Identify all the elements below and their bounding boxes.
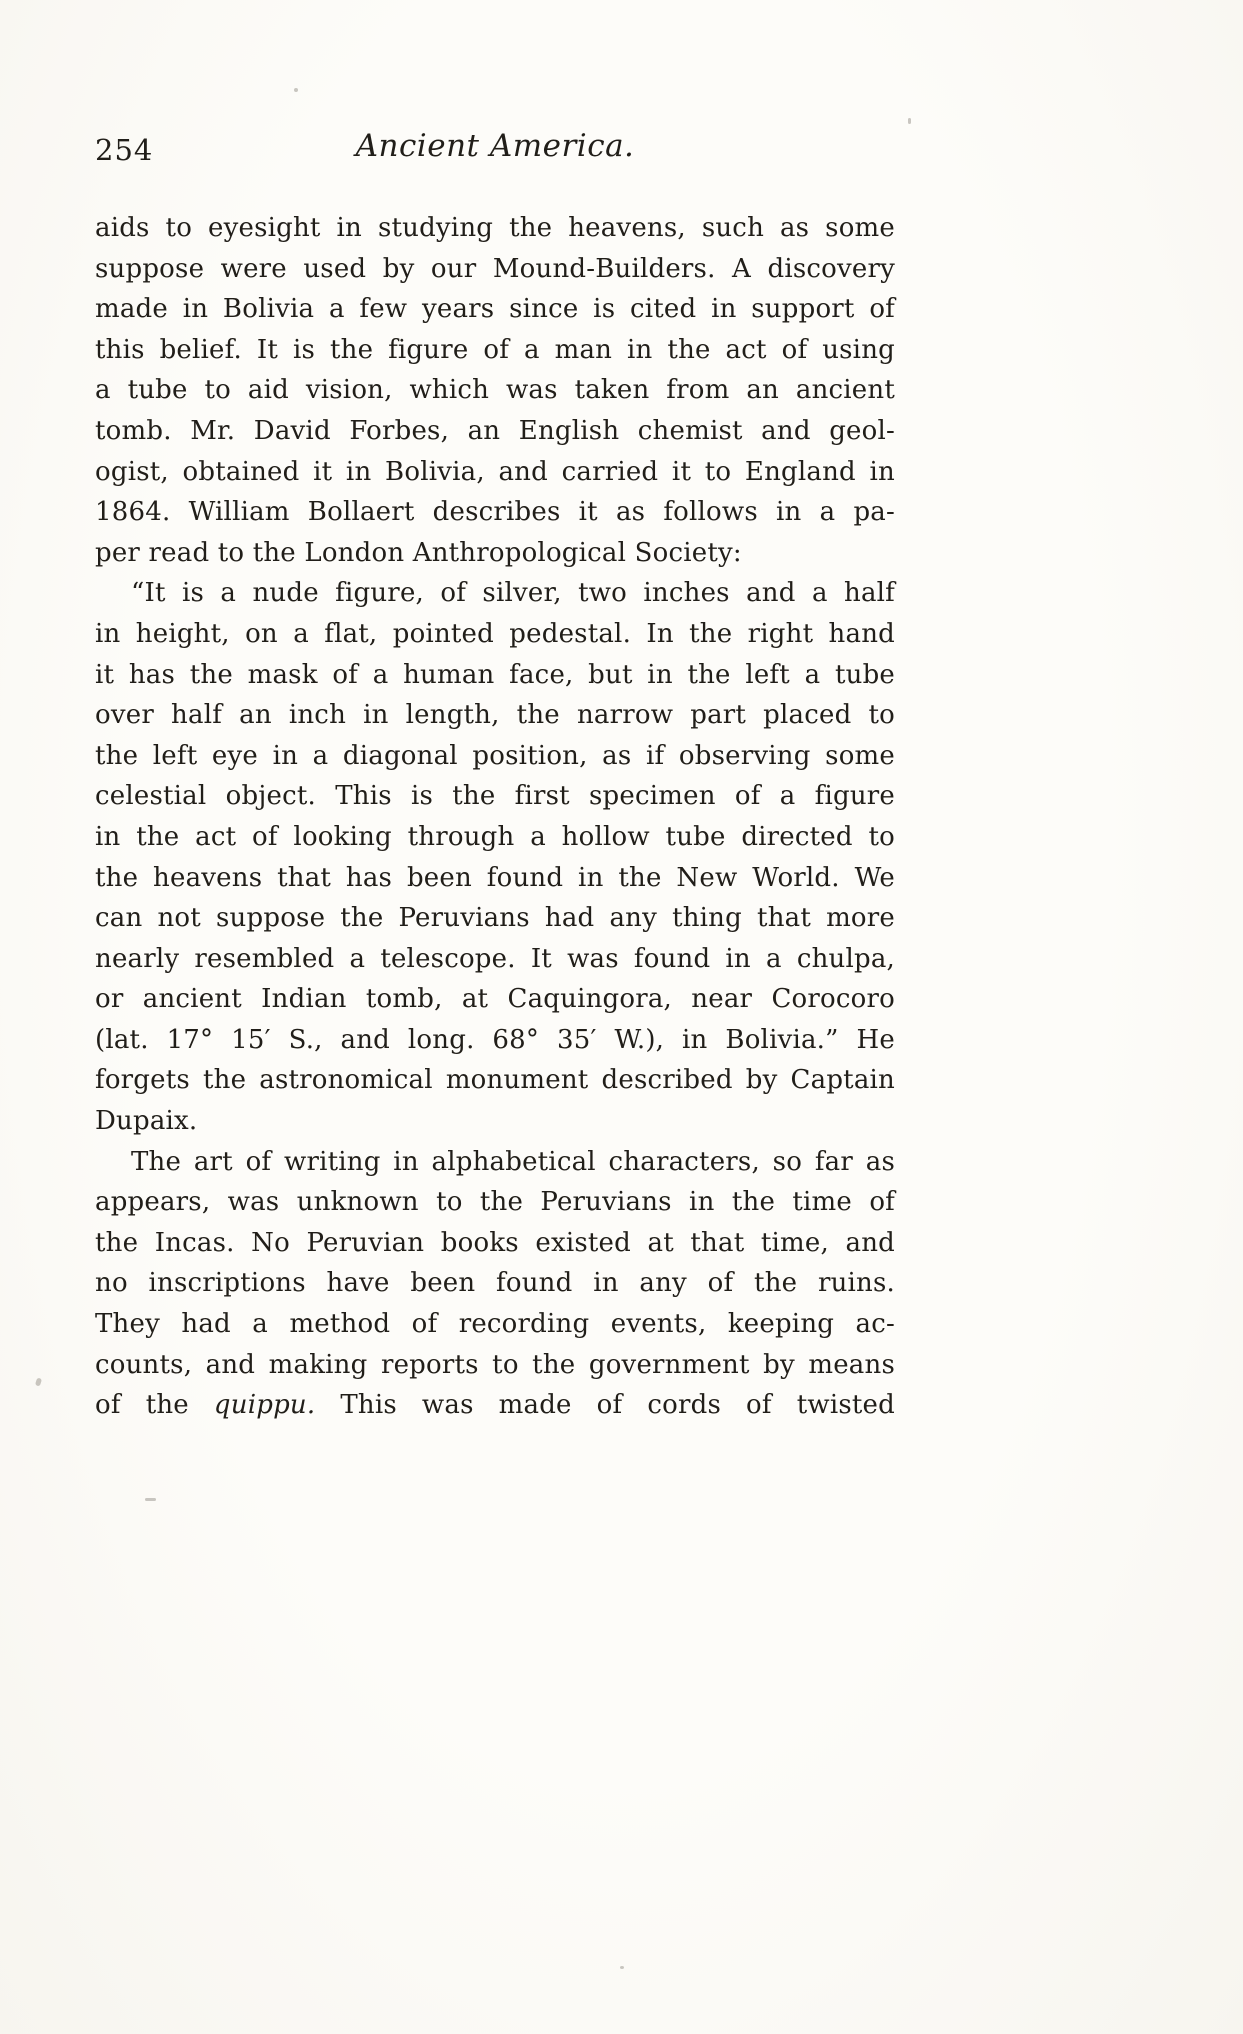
text-line: this belief. It is the figure of a man in the act of using — [95, 334, 895, 365]
italic-term: quippu. — [213, 1390, 316, 1421]
text-line: no inscriptions have been found in any of the ruins. — [95, 1268, 895, 1299]
text-line: ogist, obtained it in Bolivia, and carried it to England in — [95, 456, 895, 487]
text-line: or ancient Indian tomb, at Caquingora, near Corocoro — [95, 984, 895, 1015]
text-line: suppose were used by our Mound-Builders. A discovery — [95, 253, 895, 284]
text-line: celestial object. This is the first specimen of a figure — [95, 781, 895, 812]
text-line: made in Bolivia a few years since is cited in support of — [95, 294, 895, 325]
scan-speck — [35, 1377, 42, 1386]
text-line: in height, on a flat, pointed pedestal. In the right hand — [95, 618, 895, 649]
scan-speck — [620, 1966, 624, 1969]
text-line: of the quippu. This was made of cords of twisted — [95, 1390, 895, 1421]
text-line: nearly resembled a telescope. It was found in a chulpa, — [95, 943, 895, 974]
text-line: the left eye in a diagonal position, as if observing some — [95, 740, 895, 771]
scan-speck — [908, 118, 911, 124]
text-line: 1864. William Bollaert describes it as follows in a pa- — [95, 497, 895, 528]
running-title: Ancient America. — [355, 128, 635, 164]
text-block — [95, 128, 895, 1426]
page-header — [95, 128, 895, 174]
text-line: appears, was unknown to the Peruvians in the time of — [95, 1187, 895, 1218]
text-line: They had a method of recording events, keeping ac- — [95, 1309, 895, 1340]
text-line: “It is a nude figure, of silver, two inches and a half — [131, 578, 895, 609]
text-line: can not suppose the Peruvians had any thing that more — [95, 903, 895, 934]
text-line: the Incas. No Peruvian books existed at that time, and — [95, 1227, 895, 1258]
text-line: a tube to aid vision, which was taken from an ancient — [95, 375, 895, 406]
scan-speck — [145, 1498, 156, 1501]
text-line: Dupaix. — [95, 1106, 198, 1137]
text-line: forgets the astronomical monument described by Captain — [95, 1065, 895, 1096]
page-number: 254 — [95, 133, 154, 167]
body-text — [95, 208, 895, 1426]
text-line: (lat. 17° 15′ S., and long. 68° 35′ W.), in Bolivia.” He — [95, 1024, 895, 1055]
text-line: over half an inch in length, the narrow part placed to — [95, 700, 895, 731]
text-line: the heavens that has been found in the New World. We — [95, 862, 895, 893]
text-line: tomb. Mr. David Forbes, an English chemist and geol- — [95, 415, 895, 446]
text-line: aids to eyesight in studying the heavens, such as some — [95, 213, 895, 243]
scan-speck — [294, 88, 298, 92]
text-line: counts, and making reports to the government by means — [95, 1349, 895, 1380]
text-line: per read to the London Anthropological Society: — [95, 537, 742, 568]
text-line: The art of writing in alphabetical characters, so far as — [131, 1146, 895, 1177]
text-line: it has the mask of a human face, but in the left a tube — [95, 659, 895, 690]
text-line: in the act of looking through a hollow tube directed to — [95, 821, 895, 852]
